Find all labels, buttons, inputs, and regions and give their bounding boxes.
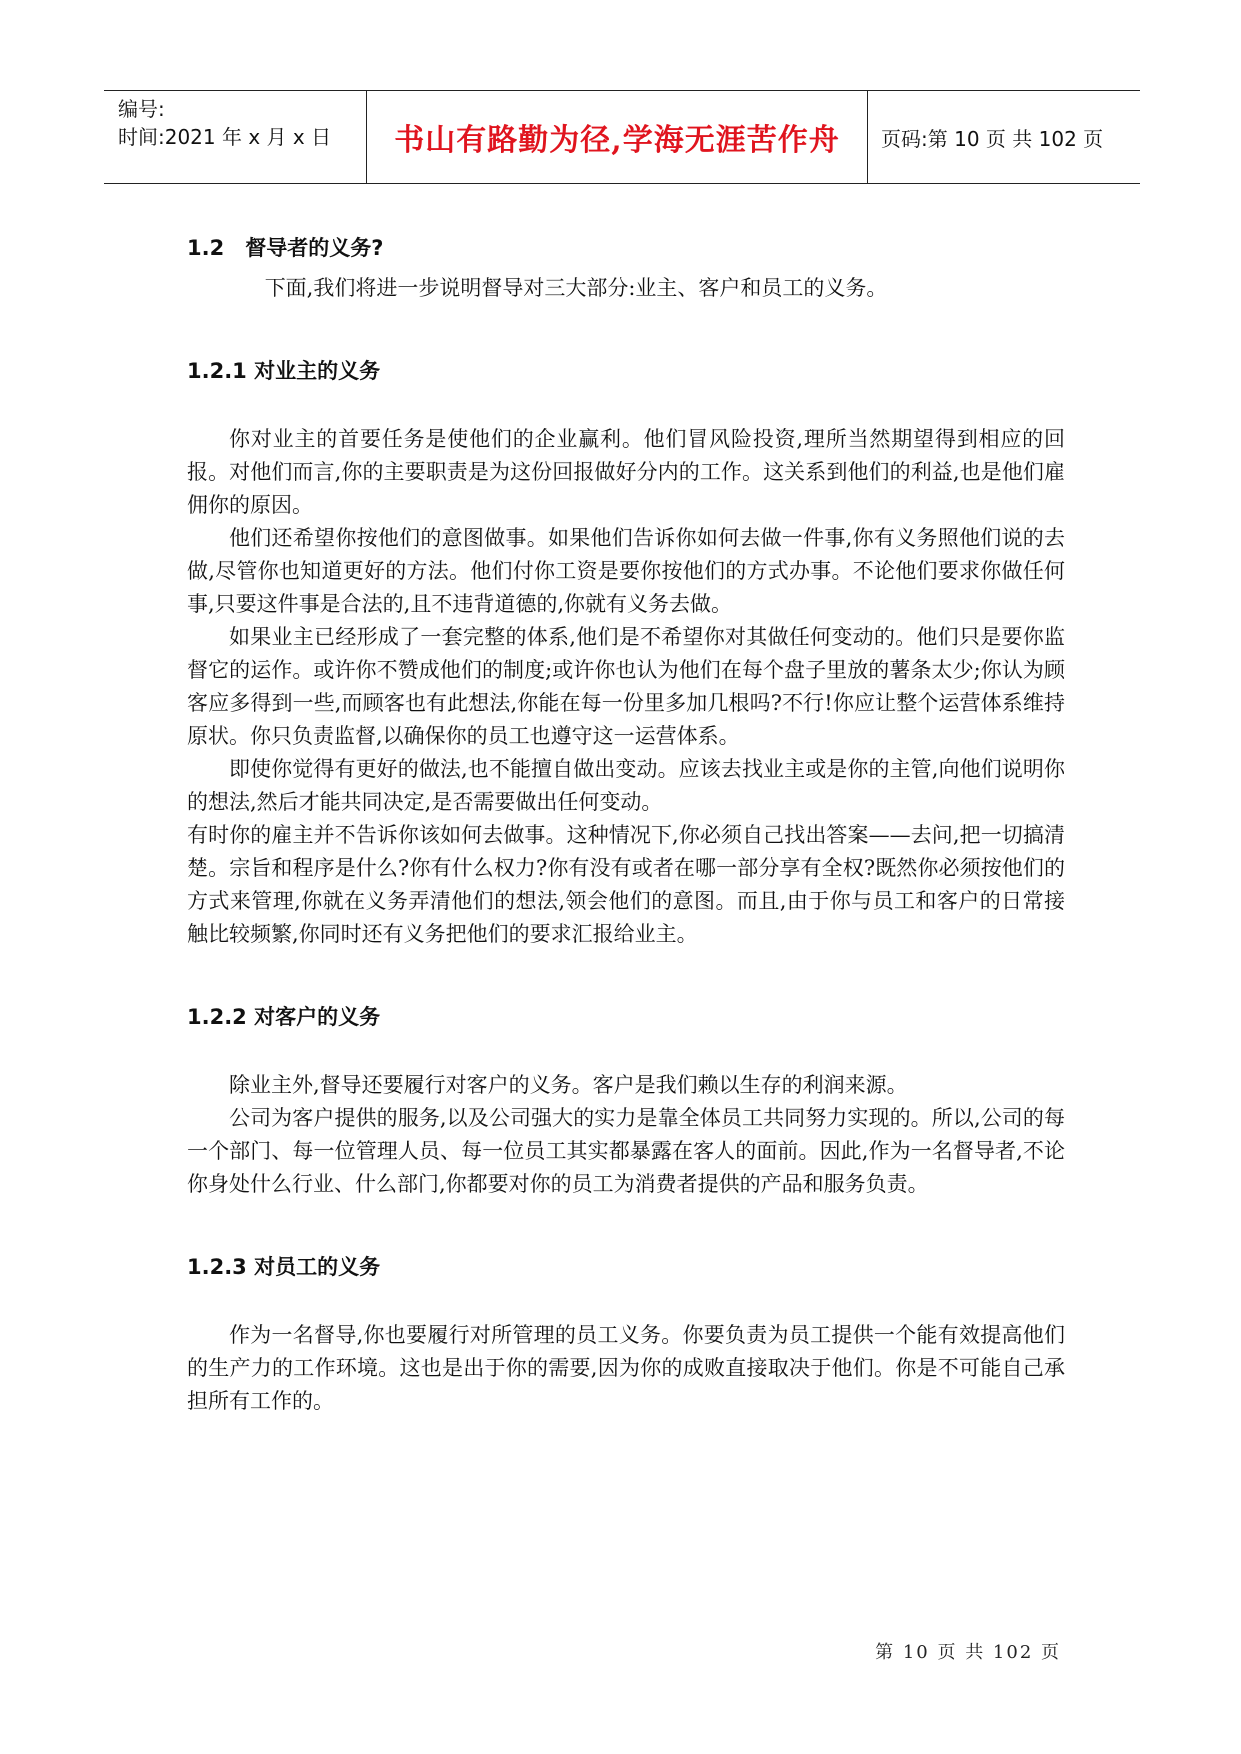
section-heading: 1.2.2 对客户的义务 [187, 1005, 381, 1029]
header-page-label: 页码:第 10 页 共 102 页 [881, 126, 1104, 151]
header-motto-cell [366, 91, 868, 183]
body-paragraph: 除业主外,督导还要履行对客户的义务。客户是我们赖以生存的利润来源。 [229, 1073, 908, 1097]
section-heading: 1.2.3 对员工的义务 [187, 1255, 381, 1279]
document-time-label: 时间:2021 年 x 月 x 日 [118, 125, 332, 149]
document-body [187, 232, 1065, 1418]
page-footer: 第 10 页 共 102 页 [875, 1642, 1061, 1663]
body-paragraph: 他们还希望你按他们的意图做事。如果他们告诉你如何去做一件事,你有义务照他们说的去做,尽管你也知道更好的方法。他们付你工资是要你按他们的方式办事。不论他们要求你做任何事,只要这件事是合法的,且不违背道德的,你就有义务去做。 [187, 526, 1065, 616]
document-code-label: 编号: [118, 97, 165, 121]
intro-paragraph: 下面,我们将进一步说明督导对三大部分:业主、客户和员工的义务。 [264, 276, 888, 300]
body-paragraph: 有时你的雇主并不告诉你该如何去做事。这种情况下,你必须自己找出答案——去问,把一切搞清楚。宗旨和程序是什么?你有什么权力?你有没有或者在哪一部分享有全权?既然你必须按他们的方式来管理,你就在义务弄清他们的想法,领会他们的意图。而且,由于你与员工和客户的日常接触比较频繁,你同时还有义务把他们的要求汇报给业主。 [187, 823, 1065, 946]
section-heading: 1.2 督导者的义务? [187, 236, 384, 260]
header-left-cell [104, 91, 366, 183]
body-paragraph: 即使你觉得有更好的做法,也不能擅自做出变动。应该去找业主或是你的主管,向他们说明你的想法,然后才能共同决定,是否需要做出任何变动。 [187, 757, 1065, 814]
body-paragraph: 公司为客户提供的服务,以及公司强大的实力是靠全体员工共同努力实现的。所以,公司的每一个部门、每一位管理人员、每一位员工其实都暴露在客人的面前。因此,作为一名督导者,不论你身处什么行业、什么部门,你都要对你的员工为消费者提供的产品和服务负责。 [187, 1106, 1065, 1196]
body-paragraph: 你对业主的首要任务是使他们的企业赢利。他们冒风险投资,理所当然期望得到相应的回报。对他们而言,你的主要职责是为这份回报做好分内的工作。这关系到他们的利益,也是他们雇佣你的原因。 [187, 427, 1065, 517]
header-page-cell [867, 91, 1154, 183]
section-heading: 1.2.1 对业主的义务 [187, 359, 381, 383]
header-motto: 书山有路勤为径,学海无涯苦作舟 [394, 123, 840, 158]
body-paragraph: 作为一名督导,你也要履行对所管理的员工义务。你要负责为员工提供一个能有效提高他们的生产力的工作环境。这也是出于你的需要,因为你的成败直接取决于他们。你是不可能自己承担所有工作的。 [187, 1323, 1065, 1413]
body-paragraph: 如果业主已经形成了一套完整的体系,他们是不希望你对其做任何变动的。他们只是要你监督它的运作。或许你不赞成他们的制度;或许你也认为他们在每个盘子里放的薯条太少;你认为顾客应多得到一些,而顾客也有此想法,你能在每一份里多加几根吗?不行!你应让整个运营体系维持原状。你只负责监督,以确保你的员工也遵守这一运营体系。 [187, 625, 1065, 748]
page-header [104, 90, 1140, 184]
